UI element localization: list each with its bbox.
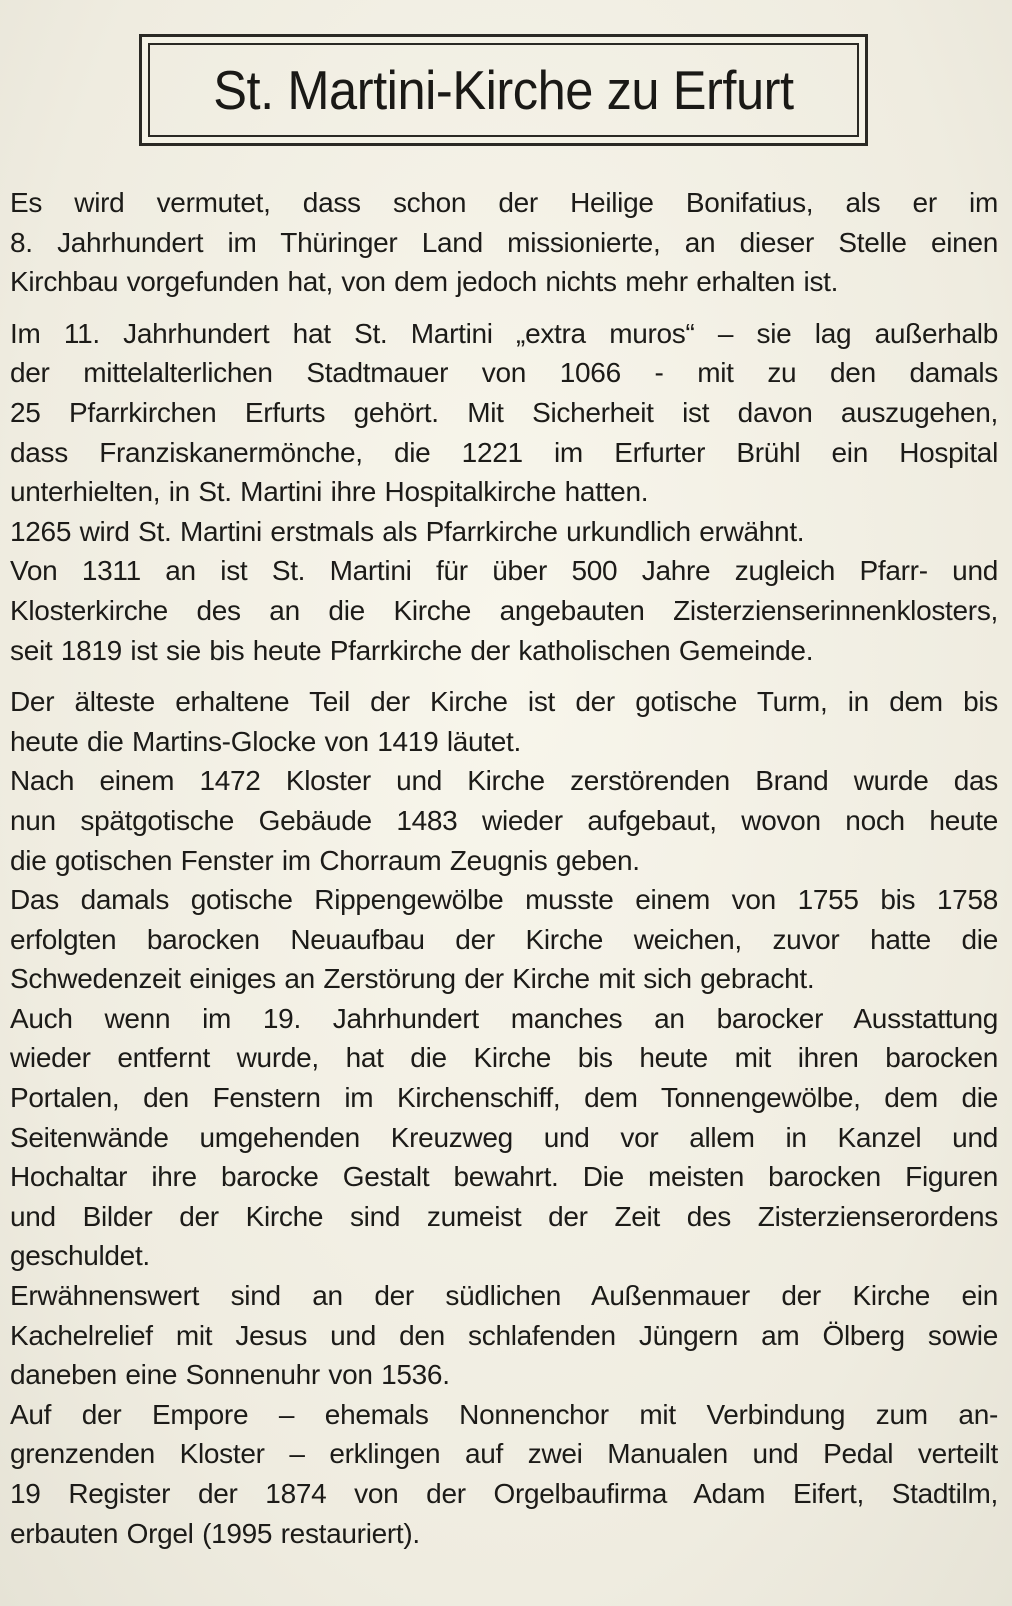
text-line: heute die Martins-Glocke von 1419 läutet. bbox=[10, 725, 522, 757]
text-line: Hochaltar ihre barocke Gestalt bewahrt. Die meisten barocken Figuren bbox=[10, 1161, 998, 1193]
text-line: Auf der Empore – ehemals Nonnenchor mit Verbindung zum an- bbox=[10, 1398, 998, 1430]
paragraph-1 bbox=[10, 183, 998, 302]
text-line: erbauten Orgel (1995 restauriert). bbox=[10, 1517, 420, 1549]
text-line: grenzenden Kloster – erklingen auf zwei Manualen und Pedal verteilt bbox=[10, 1438, 998, 1470]
text-line: dass Franziskanermönche, die 1221 im Erfurter Brühl ein Hospital bbox=[10, 436, 998, 468]
text-line: Klosterkirche des an die Kirche angebauten Zisterzienserinnenklosters, bbox=[10, 594, 998, 626]
text-line: 25 Pfarrkirchen Erfurts gehört. Mit Sicherheit ist davon auszugehen, bbox=[10, 396, 998, 428]
text-line: 8. Jahrhundert im Thüringer Land missionierte, an dieser Stelle einen bbox=[10, 226, 998, 258]
text-line: Seitenwände umgehenden Kreuzweg und vor allem in Kanzel und bbox=[10, 1121, 998, 1153]
text-line: Erwähnenswert sind an der südlichen Außenmauer der Kirche ein bbox=[10, 1280, 998, 1312]
paragraph-2 bbox=[10, 314, 998, 670]
text-line: die gotischen Fenster im Chorraum Zeugnis geben. bbox=[10, 844, 640, 876]
text-line: Auch wenn im 19. Jahrhundert manches an barocker Ausstattung bbox=[10, 1002, 998, 1034]
text-line: 19 Register der 1874 von der Orgelbaufirma Adam Eifert, Stadtilm, bbox=[10, 1478, 998, 1509]
text-line: daneben eine Sonnenuhr von 1536. bbox=[10, 1359, 450, 1391]
text-line: Es wird vermutet, dass schon der Heilige Bonifatius, als er im bbox=[10, 187, 998, 218]
text-line: erfolgten barocken Neuaufbau der Kirche weichen, zuvor hatte die bbox=[10, 923, 998, 955]
sign-title: St. Martini-Kirche zu Erfurt bbox=[213, 59, 794, 121]
text-line: Schwedenzeit einiges an Zerstörung der Kirche mit sich gebracht. bbox=[10, 963, 815, 995]
text-line: nun spätgotische Gebäude 1483 wieder aufgebaut, wovon noch heute bbox=[10, 804, 998, 836]
text-line: Portalen, den Fenstern im Kirchenschiff, dem Tonnengewölbe, dem die bbox=[10, 1082, 998, 1114]
text-line: 1265 wird St. Martini erstmals als Pfarrkirche urkundlich erwähnt. bbox=[10, 515, 805, 547]
text-line: Von 1311 an ist St. Martini für über 500 Jahre zugleich Pfarr- und bbox=[10, 555, 998, 587]
text-line: Der älteste erhaltene Teil der Kirche ist der gotische Turm, in dem bis bbox=[10, 686, 998, 718]
title-frame bbox=[139, 34, 868, 146]
text-line: Nach einem 1472 Kloster und Kirche zerstörenden Brand wurde das bbox=[10, 765, 998, 797]
text-line: Im 11. Jahrhundert hat St. Martini „extra muros“ – sie lag außerhalb bbox=[10, 317, 998, 349]
text-line: Kirchbau vorgefunden hat, von dem jedoch nichts mehr erhalten ist. bbox=[10, 266, 839, 298]
paragraph-3 bbox=[10, 682, 998, 1553]
text-line: der mittelalterlichen Stadtmauer von 1066 - mit zu den damals bbox=[10, 357, 998, 389]
sign-body bbox=[10, 183, 998, 1553]
text-line: und Bilder der Kirche sind zumeist der Zeit des Zisterzienserordens bbox=[10, 1200, 998, 1232]
text-line: Das damals gotische Rippengewölbe musste einem von 1755 bis 1758 bbox=[10, 884, 998, 916]
text-line: wieder entfernt wurde, hat die Kirche bis heute mit ihren barocken bbox=[10, 1042, 998, 1074]
text-line: Kachelrelief mit Jesus und den schlafenden Jüngern am Ölberg sowie bbox=[10, 1319, 998, 1351]
text-line: unterhielten, in St. Martini ihre Hospitalkirche hatten. bbox=[10, 476, 649, 508]
text-line: geschuldet. bbox=[10, 1240, 150, 1272]
text-line: seit 1819 ist sie bis heute Pfarrkirche der katholischen Gemeinde. bbox=[10, 634, 814, 666]
